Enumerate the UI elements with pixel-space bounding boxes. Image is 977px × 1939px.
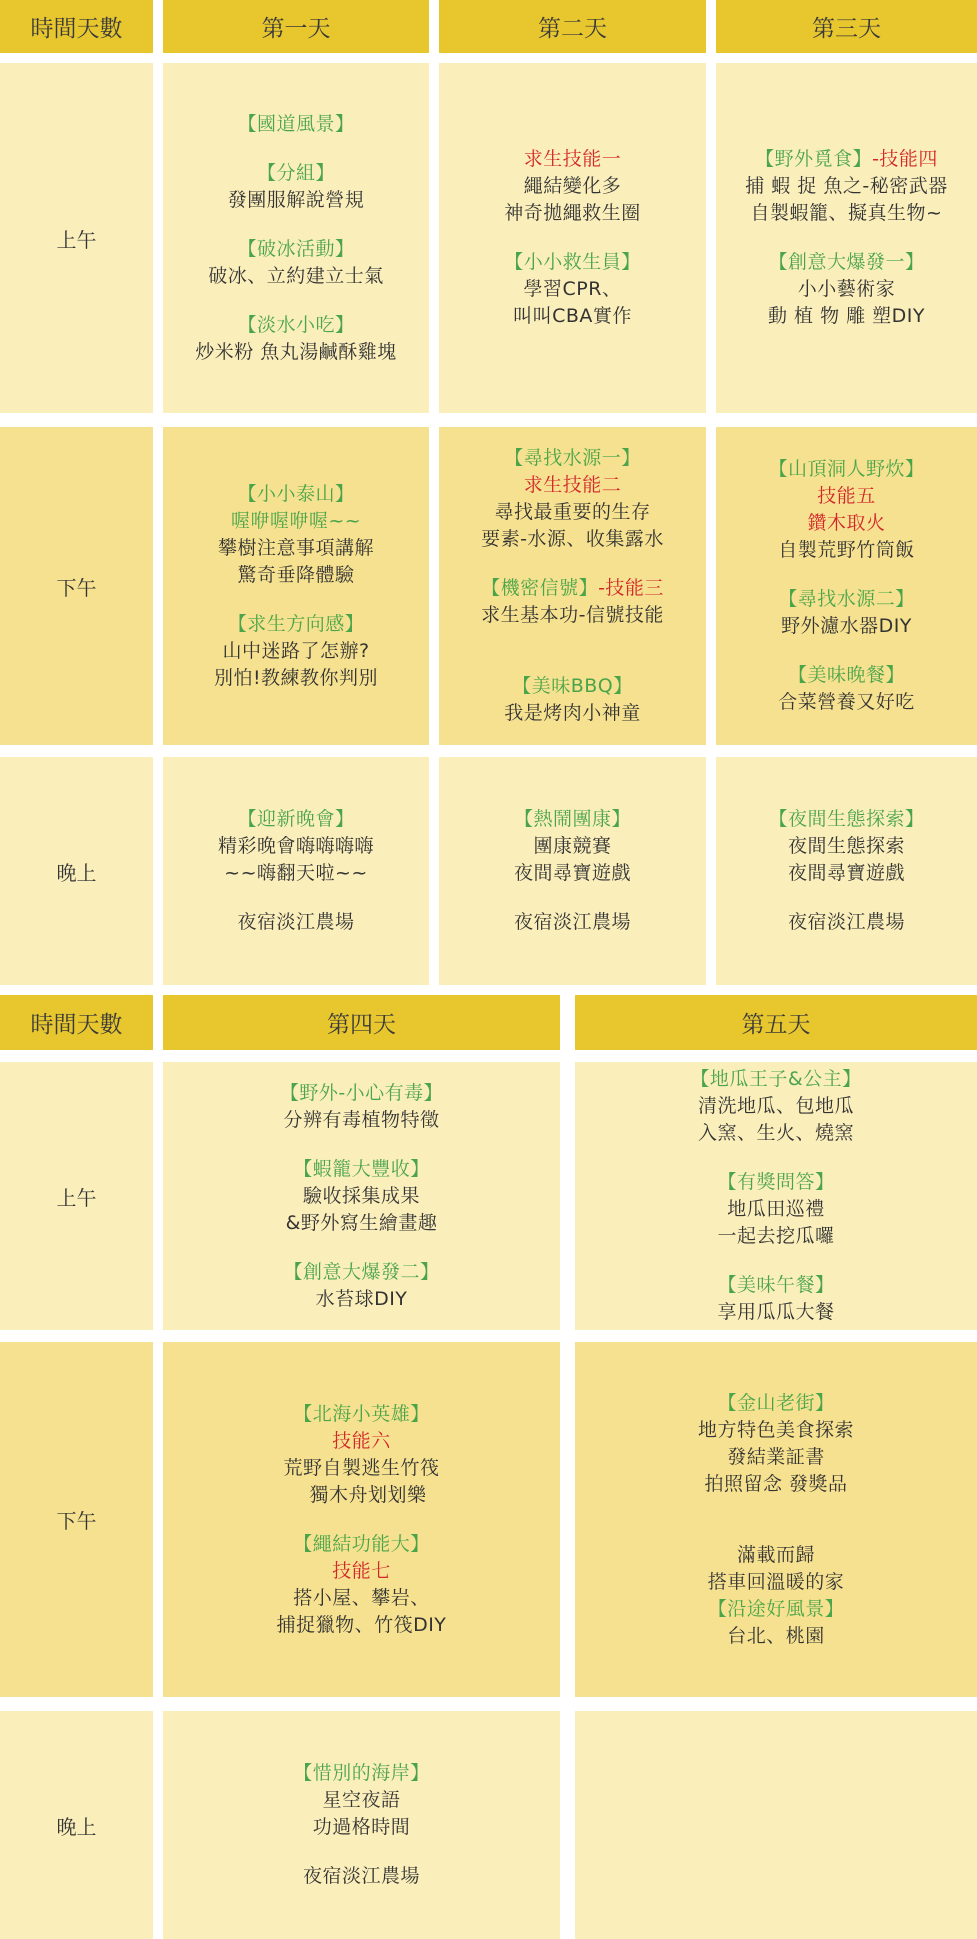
activity-detail: 搭車回溫暖的家 bbox=[707, 1570, 845, 1593]
schedule-line bbox=[494, 499, 650, 526]
schedule-line bbox=[717, 1223, 834, 1250]
skill-label: 技能五 bbox=[817, 485, 876, 507]
activity-title: 【美味BBQ】 bbox=[512, 675, 633, 697]
schedule-line bbox=[788, 833, 905, 860]
activity-detail: 發結業証書 bbox=[727, 1445, 825, 1468]
schedule-line bbox=[504, 249, 641, 276]
schedule-line bbox=[768, 806, 924, 833]
header-label: 第五天 bbox=[741, 1012, 811, 1038]
skill-label: 求生技能一 bbox=[523, 148, 622, 170]
activity-detail: 團康競賽 bbox=[533, 835, 612, 857]
activity-detail: 求生基本功-信號技能 bbox=[481, 604, 664, 626]
activity-title: 喔咿喔咿喔~~ bbox=[230, 509, 362, 532]
schedule-line bbox=[745, 173, 947, 200]
schedule-line bbox=[755, 146, 938, 173]
row-label-text: 上午 bbox=[56, 1185, 97, 1210]
activity-detail: 分辨有毒植物特徵 bbox=[283, 1108, 440, 1131]
schedule-line bbox=[332, 1558, 391, 1585]
schedule-line bbox=[293, 1585, 430, 1612]
activity-title: 【地瓜王子&公主】 bbox=[690, 1068, 862, 1090]
schedule-line bbox=[698, 1417, 854, 1444]
activity-detail: 搭小屋、攀岩、 bbox=[293, 1586, 430, 1609]
schedule-line bbox=[768, 249, 924, 276]
skill-label: -技能三 bbox=[598, 577, 664, 599]
activity-detail: 一起去挖瓜囉 bbox=[717, 1225, 835, 1247]
activity-detail: 捕捉獵物、竹筏DIY bbox=[276, 1613, 447, 1636]
schedule-line bbox=[195, 339, 397, 366]
header-label: 第四天 bbox=[327, 1012, 396, 1038]
activity-detail: 驚奇垂降體驗 bbox=[237, 563, 355, 586]
header-time-days bbox=[0, 0, 153, 53]
activity-title: 【熱鬧團康】 bbox=[513, 808, 631, 830]
schedule-line bbox=[778, 586, 915, 613]
activity-title: 【破冰活動】 bbox=[237, 237, 355, 260]
schedule-line bbox=[690, 1066, 861, 1093]
activity-detail: 精彩晚會嗨嗨嗨嗨 bbox=[217, 835, 374, 857]
activity-detail: 夜宿淡江農場 bbox=[302, 1865, 420, 1887]
schedule-line bbox=[717, 1390, 834, 1417]
activity-detail: 夜宿淡江農場 bbox=[237, 911, 355, 933]
schedule-line bbox=[283, 1107, 439, 1134]
activity-detail: 炒米粉 魚丸湯鹹酥雞塊 bbox=[195, 340, 397, 363]
schedule-cell bbox=[163, 63, 429, 413]
schedule-line bbox=[788, 860, 905, 887]
schedule-line bbox=[798, 276, 896, 303]
schedule-line bbox=[303, 1183, 420, 1210]
schedule-cell bbox=[716, 757, 977, 985]
schedule-line bbox=[778, 689, 915, 716]
activity-detail: 合菜營養又好吃 bbox=[778, 691, 915, 713]
schedule-line bbox=[481, 575, 664, 602]
schedule-cell bbox=[439, 63, 706, 413]
schedule-line bbox=[313, 1814, 411, 1841]
activity-detail: 荒野自製逃生竹筏 bbox=[283, 1456, 440, 1479]
activity-title: 【迎新晚會】 bbox=[237, 808, 355, 830]
row-label bbox=[0, 1342, 153, 1697]
schedule-line bbox=[293, 1760, 430, 1787]
schedule-line bbox=[807, 510, 885, 537]
activity-detail: 夜間尋寶遊戲 bbox=[787, 862, 905, 884]
schedule-line bbox=[513, 303, 632, 330]
schedule-cell bbox=[716, 427, 977, 745]
schedule-line bbox=[524, 472, 622, 499]
activity-detail: 捕 蝦 捉 魚之-秘密武器 bbox=[745, 175, 948, 197]
activity-detail: 功過格時間 bbox=[312, 1816, 411, 1838]
schedule-line bbox=[224, 860, 368, 887]
schedule-cell bbox=[163, 1711, 560, 1939]
schedule-line bbox=[737, 1542, 815, 1569]
activity-title: 【求生方向感】 bbox=[227, 612, 365, 635]
activity-detail: 神奇拋繩救生圈 bbox=[504, 202, 641, 224]
activity-detail: 獨木舟划划樂 bbox=[296, 1483, 427, 1506]
activity-title: 【蝦籠大豐收】 bbox=[293, 1157, 430, 1180]
schedule-line bbox=[286, 1210, 438, 1237]
schedule-cell bbox=[575, 1711, 977, 1939]
schedule-line bbox=[817, 483, 876, 510]
schedule-line bbox=[524, 173, 622, 200]
activity-title: 【小小救生員】 bbox=[504, 251, 641, 273]
activity-detail: 驗收採集成果 bbox=[302, 1184, 420, 1207]
schedule-cell bbox=[716, 63, 977, 413]
activity-title: 【尋找水源二】 bbox=[778, 588, 915, 610]
activity-detail: 清洗地瓜、包地瓜 bbox=[697, 1095, 854, 1117]
activity-detail: 發團服解說營規 bbox=[227, 188, 365, 211]
schedule-line bbox=[781, 613, 912, 640]
skill-label: 鑽木取火 bbox=[807, 512, 886, 534]
header-label: 時間天數 bbox=[30, 1012, 123, 1038]
schedule-line bbox=[316, 1286, 408, 1313]
row-label bbox=[0, 1062, 153, 1330]
schedule-line bbox=[237, 236, 354, 263]
skill-label: -技能四 bbox=[872, 148, 938, 170]
schedule-line bbox=[512, 673, 633, 700]
activity-detail: 拍照留念 發獎品 bbox=[704, 1472, 848, 1495]
activity-detail: 夜間尋寶遊戲 bbox=[513, 862, 631, 884]
activity-detail: 夜間生態探索 bbox=[787, 835, 905, 857]
activity-title: 【金山老街】 bbox=[717, 1391, 835, 1414]
schedule-line bbox=[788, 662, 905, 689]
schedule-line bbox=[481, 602, 664, 629]
schedule-line bbox=[222, 638, 369, 665]
schedule-line bbox=[524, 276, 622, 303]
schedule-line bbox=[481, 526, 664, 553]
activity-title: 【沿途好風景】 bbox=[707, 1597, 845, 1620]
schedule-line bbox=[708, 1596, 845, 1623]
schedule-cell bbox=[163, 1062, 560, 1330]
schedule-line bbox=[768, 456, 924, 483]
activity-title: 【美味晚餐】 bbox=[787, 664, 905, 686]
activity-detail: 別怕!教練教你判別 bbox=[213, 666, 379, 689]
activity-detail: 星空夜語 bbox=[322, 1789, 401, 1811]
activity-detail: 入窯、生火、燒窯 bbox=[697, 1122, 854, 1144]
skill-label: 技能六 bbox=[332, 1429, 391, 1452]
row-label-text: 晚上 bbox=[56, 1814, 97, 1839]
activity-detail: 要素-水源、收集露水 bbox=[481, 528, 664, 550]
schedule-line bbox=[704, 1471, 847, 1498]
activity-detail: 台北、桃園 bbox=[727, 1624, 825, 1647]
header-label: 第二天 bbox=[538, 16, 607, 42]
schedule-line bbox=[504, 200, 641, 227]
schedule-line bbox=[788, 909, 905, 936]
schedule-line bbox=[228, 187, 365, 214]
skill-label: 技能七 bbox=[332, 1559, 391, 1582]
row-label bbox=[0, 63, 153, 413]
activity-detail: 水苔球DIY bbox=[315, 1287, 408, 1310]
activity-title: 【淡水小吃】 bbox=[237, 313, 355, 336]
schedule-line bbox=[237, 562, 354, 589]
row-label bbox=[0, 757, 153, 985]
header-day-1 bbox=[163, 995, 560, 1050]
schedule-line bbox=[237, 806, 354, 833]
schedule-line bbox=[332, 1428, 391, 1455]
activity-detail: &野外寫生繪畫趣 bbox=[285, 1211, 438, 1234]
activity-title: 【國道風景】 bbox=[237, 112, 355, 135]
activity-detail: 自製蝦籠、擬真生物~ bbox=[750, 202, 943, 224]
schedule-line bbox=[514, 909, 631, 936]
activity-detail: ~~嗨翻天啦~~ bbox=[224, 862, 368, 884]
schedule-line bbox=[237, 312, 354, 339]
schedule-cell bbox=[439, 757, 706, 985]
schedule-line bbox=[514, 806, 631, 833]
schedule-line bbox=[293, 1401, 430, 1428]
activity-detail: 我是烤肉小神童 bbox=[504, 702, 641, 724]
activity-detail: 尋找最重要的生存 bbox=[494, 501, 651, 523]
row-label bbox=[0, 427, 153, 745]
schedule-line bbox=[717, 1272, 834, 1299]
header-day-2 bbox=[575, 995, 977, 1050]
schedule-line bbox=[280, 1080, 443, 1107]
schedule-line bbox=[283, 1455, 439, 1482]
activity-title: 【繩結功能大】 bbox=[293, 1532, 430, 1555]
activity-detail: 動 植 物 雕 塑DIY bbox=[768, 305, 925, 327]
activity-detail: 叫叫CBA實作 bbox=[513, 305, 632, 327]
skill-label: 求生技能二 bbox=[523, 474, 622, 496]
row-label-text: 下午 bbox=[56, 575, 97, 600]
schedule-line bbox=[231, 508, 361, 535]
schedule-line bbox=[504, 445, 641, 472]
schedule-line bbox=[514, 860, 631, 887]
schedule-line bbox=[698, 1120, 854, 1147]
activity-title: 【野外覓食】 bbox=[755, 148, 873, 170]
schedule-line bbox=[293, 1156, 430, 1183]
schedule-line bbox=[293, 1531, 430, 1558]
activity-detail: 地方特色美食探索 bbox=[697, 1418, 854, 1441]
header-label: 第三天 bbox=[812, 16, 881, 42]
header-day-3 bbox=[716, 0, 977, 53]
schedule-line bbox=[303, 1863, 420, 1890]
activity-title: 【小小泰山】 bbox=[237, 482, 355, 505]
header-label: 時間天數 bbox=[30, 16, 123, 42]
schedule-line bbox=[283, 1259, 439, 1286]
row-label-text: 下午 bbox=[56, 1509, 97, 1533]
activity-title: 【機密信號】 bbox=[481, 577, 599, 599]
schedule-line bbox=[524, 146, 622, 173]
activity-detail: 享用瓜瓜大餐 bbox=[717, 1301, 835, 1323]
schedule-line bbox=[751, 200, 943, 227]
activity-detail: 破冰、立約建立士氣 bbox=[208, 264, 384, 287]
activity-title: 【夜間生態探索】 bbox=[768, 808, 925, 830]
activity-title: 【山頂洞人野炊】 bbox=[768, 458, 925, 480]
activity-detail: 自製荒野竹筒飯 bbox=[778, 539, 915, 561]
activity-title: 【美味午餐】 bbox=[717, 1274, 835, 1296]
activity-title: 【惜別的海岸】 bbox=[293, 1762, 430, 1784]
activity-title: 【分組】 bbox=[256, 161, 335, 184]
schedule-line bbox=[727, 1623, 825, 1650]
schedule-line bbox=[214, 665, 378, 692]
schedule-line bbox=[218, 535, 374, 562]
schedule-line bbox=[277, 1612, 447, 1639]
activity-detail: 地瓜田巡禮 bbox=[727, 1198, 825, 1220]
activity-title: 【野外-小心有毒】 bbox=[279, 1081, 444, 1104]
activity-title: 【有獎問答】 bbox=[717, 1171, 835, 1193]
schedule-line bbox=[322, 1787, 400, 1814]
activity-detail: 攀樹注意事項講解 bbox=[217, 536, 374, 559]
header-label: 第一天 bbox=[261, 16, 331, 42]
schedule-cell bbox=[163, 427, 429, 745]
schedule-line bbox=[237, 111, 354, 138]
activity-detail: 山中迷路了怎辦? bbox=[222, 639, 370, 662]
schedule-cell bbox=[439, 427, 706, 745]
schedule-cell bbox=[575, 1062, 977, 1330]
activity-title: 【創意大爆發二】 bbox=[283, 1260, 440, 1283]
schedule-line bbox=[237, 481, 354, 508]
activity-title: 【創意大爆發一】 bbox=[768, 251, 925, 273]
schedule-line bbox=[504, 700, 641, 727]
schedule-cell bbox=[163, 1342, 560, 1697]
activity-detail: 夜宿淡江農場 bbox=[513, 911, 631, 933]
activity-title: 【北海小英雄】 bbox=[293, 1402, 430, 1425]
schedule-line bbox=[778, 537, 915, 564]
activity-detail: 繩結變化多 bbox=[523, 175, 622, 197]
activity-detail: 學習CPR、 bbox=[523, 278, 622, 300]
row-label-text: 上午 bbox=[56, 227, 97, 252]
schedule-line bbox=[208, 263, 384, 290]
schedule-cell bbox=[163, 757, 429, 985]
activity-detail: 夜宿淡江農場 bbox=[787, 911, 905, 933]
schedule-line bbox=[257, 160, 335, 187]
activity-detail: 滿載而歸 bbox=[736, 1543, 815, 1566]
schedule-cell bbox=[575, 1342, 977, 1697]
activity-detail: 小小藝術家 bbox=[797, 278, 896, 300]
schedule-line bbox=[533, 833, 611, 860]
schedule-line bbox=[717, 1169, 834, 1196]
schedule-line bbox=[698, 1093, 854, 1120]
schedule-line bbox=[717, 1299, 834, 1326]
header-day-1 bbox=[163, 0, 429, 53]
schedule-line bbox=[727, 1196, 825, 1223]
header-time-days bbox=[0, 995, 153, 1050]
schedule-line bbox=[727, 1444, 825, 1471]
schedule-line bbox=[237, 909, 354, 936]
schedule-line bbox=[228, 611, 365, 638]
row-label bbox=[0, 1711, 153, 1939]
activity-detail: 野外濾水器DIY bbox=[781, 615, 912, 637]
schedule-line bbox=[296, 1482, 426, 1509]
row-label-text: 晚上 bbox=[56, 860, 97, 885]
schedule-line bbox=[708, 1569, 845, 1596]
schedule-line bbox=[218, 833, 374, 860]
header-day-2 bbox=[439, 0, 706, 53]
activity-title: 【尋找水源一】 bbox=[504, 447, 641, 469]
schedule-line bbox=[768, 303, 925, 330]
